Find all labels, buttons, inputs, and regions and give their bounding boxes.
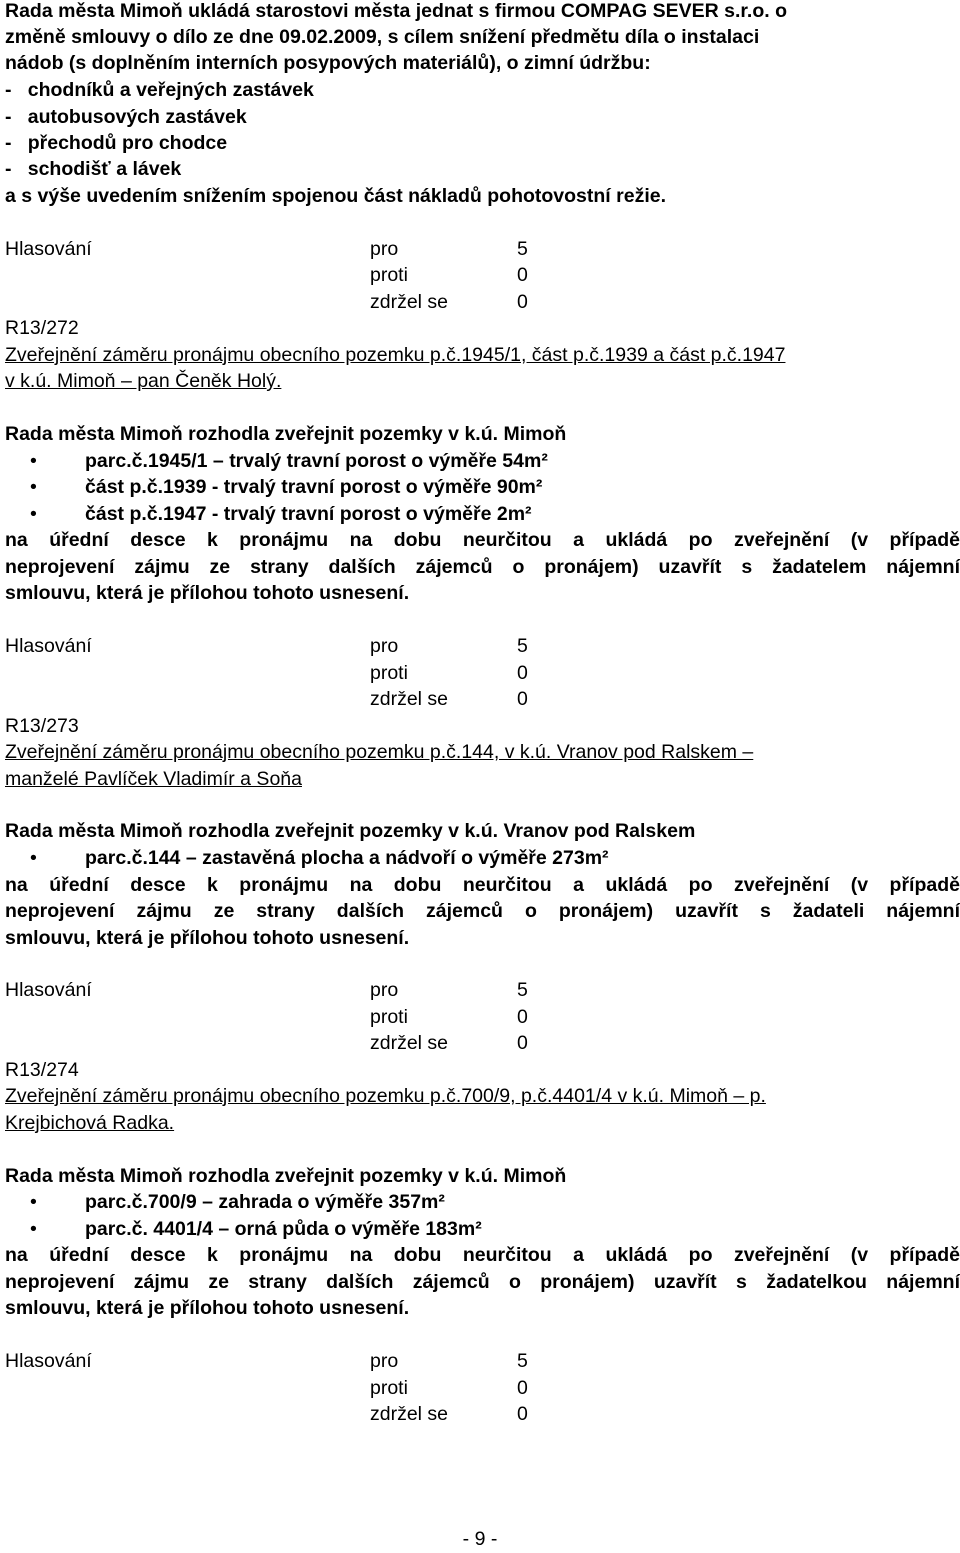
vote-zdrzel-value: 0 [517,1032,528,1054]
vote-label: Hlasování [5,979,92,1001]
body-line: smlouvu, která je přílohou tohoto usnesení. [5,927,410,949]
parcel-item: • parc.č. 4401/4 – orná půda o výměře 183m² [85,1216,482,1243]
vote-zdrzel-key: zdržel se [370,1032,449,1054]
vote-pro-key: pro [370,238,399,260]
intro-line-1: Rada města Mimoň ukládá starostovi města jednat s firmou COMPAG SEVER s.r.o. o [5,0,787,22]
resolution-title-line-2: v k.ú. Mimoň – pan Čeněk Holý. [5,370,282,392]
vote-label: Hlasování [5,635,92,657]
vote-pro-key: pro [370,635,399,657]
intro-line-6: - přechodů pro chodce [5,132,228,154]
parcel-item: • parc.č.144 – zastavěná plocha a nádvoří o výměře 273m² [85,845,609,872]
intro-line-5: - autobusových zastávek [5,106,247,128]
vote-zdrzel-value: 0 [517,1403,528,1425]
vote-label: Hlasování [5,238,92,260]
decision-heading: Rada města Mimoň rozhodla zveřejnit pozemky v k.ú. Mimoň [5,1165,567,1187]
resolution-number: R13/272 [5,317,79,339]
vote-pro-value: 5 [517,1350,528,1372]
intro-line-4: - chodníků a veřejných zastávek [5,79,314,101]
vote-label: Hlasování [5,1350,92,1372]
vote-zdrzel-key: zdržel se [370,688,449,710]
vote-zdrzel-key: zdržel se [370,1403,449,1425]
vote-zdrzel-value: 0 [517,291,528,313]
parcel-item: • parc.č.1945/1 – trvalý travní porost o výměře 54m² [85,448,548,475]
intro-line-8: a s výše uvedením snížením spojenou část nákladů pohotovostní režie. [5,185,667,207]
intro-line-3: nádob (s doplněním interních posypových materiálů), o zimní údržbu: [5,52,651,74]
vote-proti-value: 0 [517,1377,528,1399]
resolution-title-line-1: Zveřejnění záměru pronájmu obecního pozemku p.č.700/9, p.č.4401/4 v k.ú. Mimoň – p. [5,1085,766,1107]
parcel-item: • parc.č.700/9 – zahrada o výměře 357m² [85,1189,445,1216]
resolution-number: R13/273 [5,715,79,737]
vote-pro-value: 5 [517,635,528,657]
page-number: - 9 - [462,1528,498,1550]
resolution-title-line-2: manželé Pavlíček Vladimír a Soňa [5,768,302,790]
body-line: neprojevení zájmu ze strany dalších zájemců o pronájem) uzavřít s žadatelkou nájemní [5,1271,960,1293]
body-line: na úřední desce k pronájmu na dobu neurčitou a ukládá po zveřejnění (v případě [5,874,960,896]
vote-proti-key: proti [370,264,408,286]
decision-heading: Rada města Mimoň rozhodla zveřejnit pozemky v k.ú. Mimoň [5,423,567,445]
parcel-item: • část p.č.1939 - trvalý travní porost o výměře 90m² [85,474,542,501]
vote-proti-value: 0 [517,1006,528,1028]
body-line: na úřední desce k pronájmu na dobu neurčitou a ukládá po zveřejnění (v případě [5,529,960,551]
parcel-item: • část p.č.1947 - trvalý travní porost o výměře 2m² [85,501,532,528]
resolution-title-line-2: Krejbichová Radka. [5,1112,175,1134]
vote-proti-value: 0 [517,264,528,286]
body-line: neprojevení zájmu ze strany dalších zájemců o pronájem) uzavřít s žadateli nájemní [5,900,960,922]
vote-pro-value: 5 [517,979,528,1001]
body-line: smlouvu, která je přílohou tohoto usnesení. [5,1297,410,1319]
vote-proti-key: proti [370,662,408,684]
vote-pro-key: pro [370,979,399,1001]
intro-line-7: - schodišť a lávek [5,158,182,180]
resolution-number: R13/274 [5,1059,79,1081]
vote-proti-key: proti [370,1006,408,1028]
intro-line-2: změně smlouvy o dílo ze dne 09.02.2009, s cílem snížení předmětu díla o instalaci [5,26,760,48]
body-line: neprojevení zájmu ze strany dalších zájemců o pronájem) uzavřít s žadatelem nájemní [5,556,960,578]
vote-proti-value: 0 [517,662,528,684]
vote-pro-key: pro [370,1350,399,1372]
vote-pro-value: 5 [517,238,528,260]
body-line: na úřední desce k pronájmu na dobu neurčitou a ukládá po zveřejnění (v případě [5,1244,960,1266]
vote-zdrzel-value: 0 [517,688,528,710]
decision-heading: Rada města Mimoň rozhodla zveřejnit pozemky v k.ú. Vranov pod Ralskem [5,820,696,842]
body-line: smlouvu, která je přílohou tohoto usnesení. [5,582,410,604]
resolution-title-line-1: Zveřejnění záměru pronájmu obecního pozemku p.č.1945/1, část p.č.1939 a část p.č.1947 [5,344,786,366]
resolution-title-line-1: Zveřejnění záměru pronájmu obecního pozemku p.č.144, v k.ú. Vranov pod Ralskem – [5,741,754,763]
vote-proti-key: proti [370,1377,408,1399]
vote-zdrzel-key: zdržel se [370,291,449,313]
